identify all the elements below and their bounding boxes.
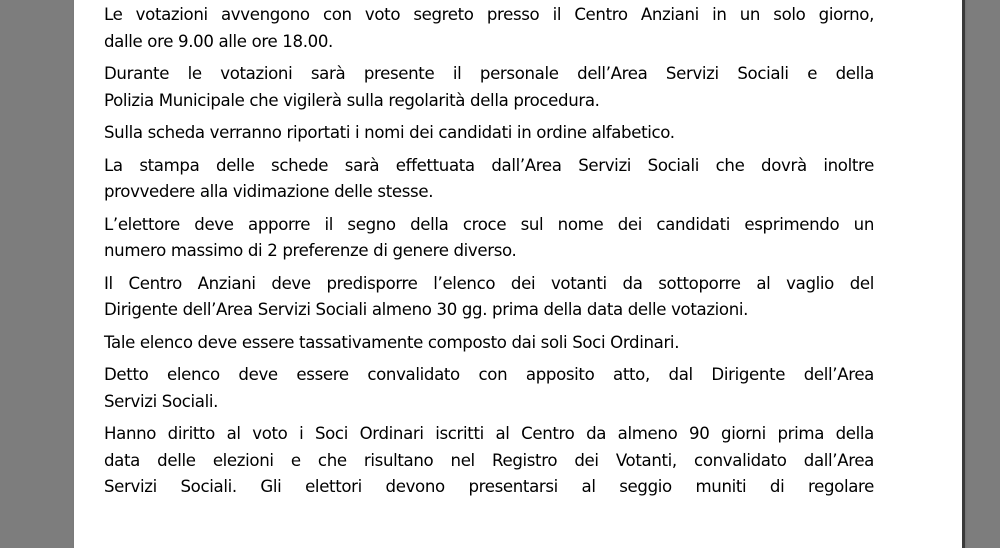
paragraph-preferences (104, 212, 874, 265)
text-line: Hanno diritto al voto i Soci Ordinari iscritti al Centro da almeno 90 giorni prima della (104, 424, 874, 443)
text-line: La stampa delle schede sarà effettuata dall’Area Servizi Sociali che dovrà inoltre (104, 155, 874, 175)
paragraph-voting-rights (104, 421, 874, 501)
text-line: Dirigente dell’Area Servizi Sociali almeno 30 gg. prima della data delle votazioni. (104, 300, 749, 319)
page-shadow-edge (962, 0, 965, 548)
paragraph-ordinary-members (104, 330, 874, 357)
paragraph-voting-time (104, 2, 874, 55)
text-line: Servizi Sociali. (104, 391, 219, 411)
text-line: Sulla scheda verranno riportati i nomi dei candidati in ordine alfabetico. (104, 123, 675, 142)
text-line: Servizi Sociali. Gli elettori devono presentarsi al seggio muniti di regolare (104, 477, 874, 496)
text-line: provvedere alla vidimazione delle stesse. (104, 182, 434, 201)
text-line: L’elettore deve apporre il segno della croce sul nome dei candidati esprimendo un (104, 214, 874, 234)
text-line: dalle ore 9.00 alle ore 18.00. (104, 31, 333, 51)
paragraph-voter-list (104, 271, 874, 324)
text-line: Polizia Municipale che vigilerà sulla regolarità della procedura. (104, 90, 600, 110)
paragraph-supervision (104, 61, 874, 114)
text-line: Le votazioni avvengono con voto segreto presso il Centro Anziani in un solo giorno, (104, 5, 874, 24)
paragraph-validation (104, 362, 874, 415)
paragraph-ballot-printing (104, 153, 874, 206)
text-line: Tale elenco deve essere tassativamente composto dai soli Soci Ordinari. (104, 332, 680, 352)
text-line: data delle elezioni e che risultano nel Registro dei Votanti, convalidato dall’Area (104, 450, 874, 470)
paragraph-ballot-names (104, 120, 874, 147)
text-line: numero massimo di 2 preferenze di genere diverso. (104, 241, 517, 260)
document-page (74, 0, 962, 548)
text-line: Il Centro Anziani deve predisporre l’elenco dei votanti da sottoporre al vaglio del (104, 273, 874, 293)
document-body (104, 0, 874, 507)
text-line: Durante le votazioni sarà presente il personale dell’Area Servizi Sociali e della (104, 64, 874, 83)
text-line: Detto elenco deve essere convalidato con apposito atto, dal Dirigente dell’Area (104, 365, 874, 384)
